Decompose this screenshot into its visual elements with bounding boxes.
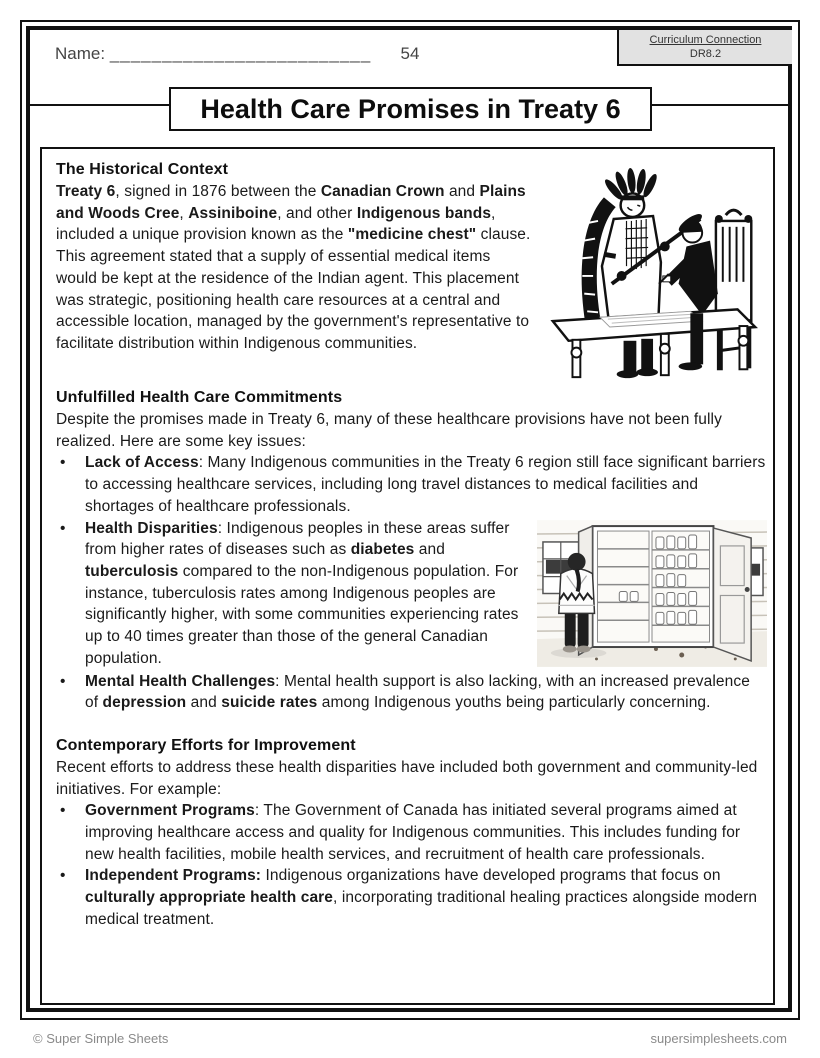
- name-label: Name:: [55, 44, 106, 63]
- section-heading: The Historical Context: [56, 161, 229, 178]
- treaty-signing-illustration: [543, 163, 767, 383]
- section-paragraph: Treaty 6, signed in 1876 between the Canadian Crown and Plains and Woods Cree, Assiniboine, and other Indigenous bands, included a unique provision known as the "medicine chest" clause. This agreement stated that a supply of essential medical items would be kept at the residence of the Indian agent. This placement was strategic, positioning health care resources at a central and accessible location, managed by the government's representative to facilitate distribution within Indigenous communities.: [56, 183, 531, 352]
- bullet-icon: •: [60, 802, 66, 820]
- bullet-icon: •: [60, 867, 66, 885]
- issues-list: [56, 452, 767, 714]
- list-item-lack-of-access: [56, 452, 767, 517]
- section-unfulfilled-commitments: [56, 387, 767, 714]
- page-number: 54: [400, 44, 420, 63]
- footer-copyright: © Super Simple Sheets: [33, 1031, 169, 1046]
- section-intro: Despite the promises made in Treaty 6, many of these healthcare provisions have not been fully realized. Here are some key issues:: [56, 411, 722, 450]
- name-blank-line: _________________________: [109, 44, 372, 63]
- section-heading: Contemporary Efforts for Improvement: [56, 736, 356, 754]
- list-item-health-disparities: [56, 518, 767, 670]
- page-title: Health Care Promises in Treaty 6: [169, 87, 652, 131]
- list-item-government-programs: [56, 800, 767, 865]
- section-contemporary-efforts: [56, 735, 767, 931]
- content-box: [40, 147, 775, 1005]
- list-item-independent-programs: [56, 865, 767, 930]
- section-heading: Unfulfilled Health Care Commitments: [56, 389, 343, 406]
- list-item-text: Lack of Access: Many Indigenous communities in the Treaty 6 region still face significant barriers to accessing healthcare services, including long travel distances to medical facilities and shortages of healthcare professionals.: [85, 454, 766, 515]
- efforts-list: [56, 800, 767, 930]
- list-item-text: Government Programs: The Government of Canada has initiated several programs aimed at improving healthcare access and quality for Indigenous communities. This includes funding for new health facilities, mobile health services, and recruitment of health care professionals.: [85, 802, 741, 863]
- bullet-icon: •: [60, 519, 66, 537]
- section-historical-context: [56, 159, 767, 355]
- bullet-icon: •: [60, 454, 66, 472]
- curriculum-connection-title: Curriculum Connection: [649, 34, 762, 46]
- curriculum-connection-box: [617, 30, 792, 66]
- curriculum-connection-code: DR8.2: [689, 48, 722, 60]
- footer-website: supersimplesheets.com: [650, 1031, 787, 1046]
- list-item-mental-health: [56, 671, 767, 714]
- list-item-text: Independent Programs: Indigenous organizations have developed programs that focus on culturally appropriate health care, incorporating traditional healing practices alongside modern medical treatment.: [85, 867, 758, 928]
- medicine-cabinet-illustration: [537, 520, 767, 667]
- list-item-text: Health Disparities: Indigenous peoples in these areas suffer from higher rates of diseases such as diabetes and tuberculosis compared to the non-Indigenous population. For instance, tuberculosis rates among Indigenous peoples are significantly higher, with some communities experiencing rates up to 40 times greater than those of the general Canadian population.: [85, 519, 519, 667]
- bullet-icon: •: [60, 672, 66, 690]
- section-intro: Recent efforts to address these health disparities have included both government and community-led initiatives. For example:: [56, 758, 758, 798]
- list-item-text: Mental Health Challenges: Mental health support is also lacking, with an increased prevalence of depression and suicide rates among Indigenous youths being particularly concerning.: [85, 672, 750, 712]
